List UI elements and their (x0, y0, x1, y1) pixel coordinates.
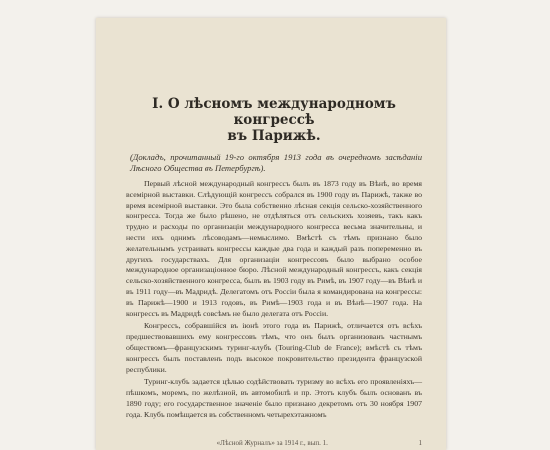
paragraph-3: Туринг-клубъ задается цѣлью содѣйствовать туризму во всѣхъ его проявленіяхъ—пѣшкомъ, моремъ, по желѣзной, въ автомобилѣ и пр. Этотъ клубъ былъ основанъ въ 1890 году; его государственное значеніе было признано декретомъ отъ 30 ноября 1907 года. Клубъ помѣщается въ собственномъ четырехэтажномъ (126, 377, 422, 419)
article-title (126, 96, 422, 144)
page-sheet (96, 18, 446, 450)
page-footer (126, 439, 422, 448)
title-line-1: I. О лѣсномъ международномъ конгрессѣ (152, 96, 396, 128)
page-number: 1 (418, 439, 422, 447)
article-subtitle: (Докладъ, прочитанный 19-го октября 1913 года въ очередномъ засѣданіи Лѣсного Общества въ Петербургѣ). (130, 152, 422, 173)
paragraph-2: Конгрессъ, собравшійся въ іюнѣ этого года въ Парижѣ, отличается отъ всѣхъ предшествовавшихъ ему конгрессовъ тѣмъ, что онъ былъ организованъ частнымъ обществомъ—французскимъ туринг-клубъ (Touring-Club de France); вмѣстѣ съ тѣмъ конгрессъ былъ поставленъ подъ высокое покровительство президента французской республики. (126, 321, 422, 374)
title-line-2: въ Парижѣ. (227, 128, 321, 144)
footer-journal-info: «Лѣсной Журналъ» за 1914 г., вып. 1. (216, 439, 328, 447)
paragraph-1: Первый лѣсной международный конгрессъ былъ въ 1873 году въ Вѣнѣ, во время всемірной выставки. Слѣдующій конгрессъ собрался въ 1900 году въ Парижѣ, также во время всемірной выставки. Это была собственно лѣсная секція сельско-хозяйственного конгресса. Тогда же было рѣшено, не отдѣляться отъ сельскихъ хозяевъ, такъ какъ трудно и расходы по организаціи международного конгресса весьма значительны, и нести ихъ однимъ лѣсоводамъ—немыслимо. Вмѣстѣ съ тѣмъ признано было желательнымъ устраивать конгрессы каждые два года и каждый разъ попеременно въ другихъ государствахъ. Для организаціи конгрессовъ было выбрано особое международное организаціонное бюро. Лѣсной международный конгрессъ, какъ секція сельско-хозяйственного конгресса, былъ въ 1903 году въ Римѣ, въ 1907 году—въ Вѣнѣ и въ 1911 году—въ Мадридѣ. Делегатомъ отъ Россіи была я командирована на конгрессы: въ Парижѣ—1900 и 1913 годовъ, въ Римѣ—1903 года и въ Вѣнѣ—1907 года. На конгрессъ въ Мадридѣ совсѣмъ не было делегата отъ Россіи. (126, 179, 422, 318)
